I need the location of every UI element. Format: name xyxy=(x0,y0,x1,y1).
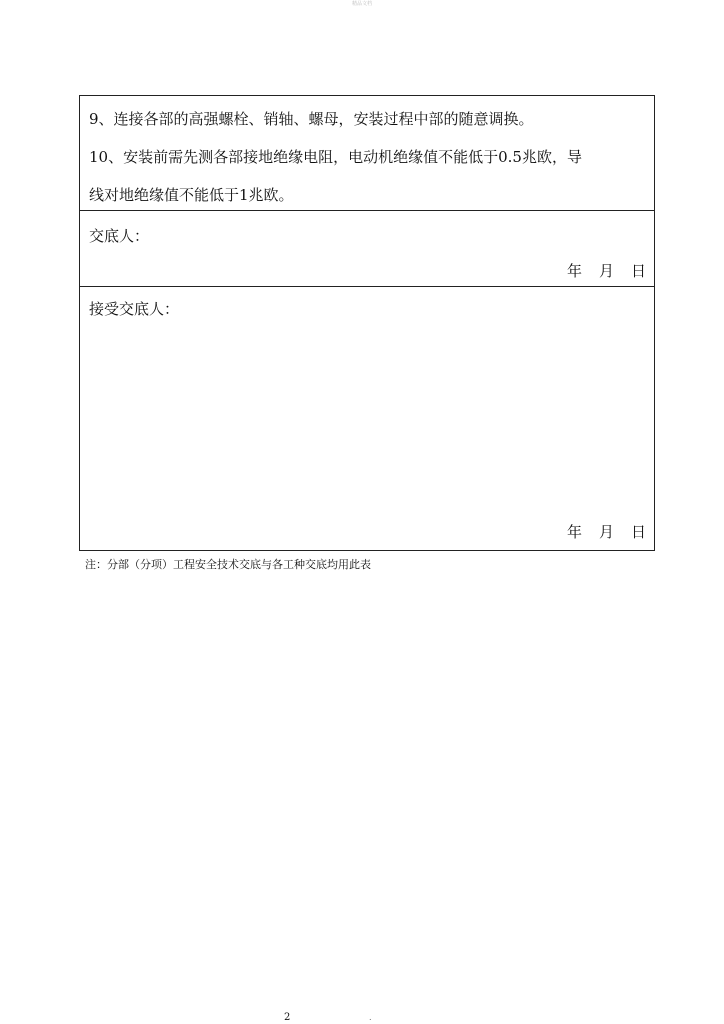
receiver-date-month: 月 xyxy=(598,523,614,541)
issuer-label: 交底人： xyxy=(89,227,150,245)
footer-dot: . xyxy=(369,1013,372,1022)
issuer-date-month: 月 xyxy=(598,262,614,280)
issuer-date xyxy=(567,261,646,281)
receiver-date xyxy=(567,522,646,542)
issuer-date-year: 年 xyxy=(566,262,582,280)
issuer-date-day: 日 xyxy=(630,262,646,280)
page-number: 2 xyxy=(284,1012,291,1023)
item-line-10: 10、安装前需先测各部接地绝缘电阻，电动机绝缘值不能低于0.5兆欧，导 xyxy=(89,148,582,166)
receiver-date-day: 日 xyxy=(630,523,646,541)
receiver-label: 接受交底人： xyxy=(89,300,180,318)
table-footnote: 注：分部（分项）工程安全技术交底与各工种交底均用此表 xyxy=(85,558,371,571)
receiver-date-year: 年 xyxy=(566,523,582,541)
item-line-10-continued: 线对地绝缘值不能低于1兆欧。 xyxy=(89,186,294,204)
item-line-9: 9、连接各部的高强螺栓、销轴、螺母，安装过程中部的随意调换。 xyxy=(89,110,534,128)
items-section xyxy=(80,96,654,211)
header-watermark: 精品文档 xyxy=(351,1,372,7)
disclosure-form-table xyxy=(79,95,655,551)
issuer-section xyxy=(80,210,654,287)
receiver-section xyxy=(80,286,654,550)
